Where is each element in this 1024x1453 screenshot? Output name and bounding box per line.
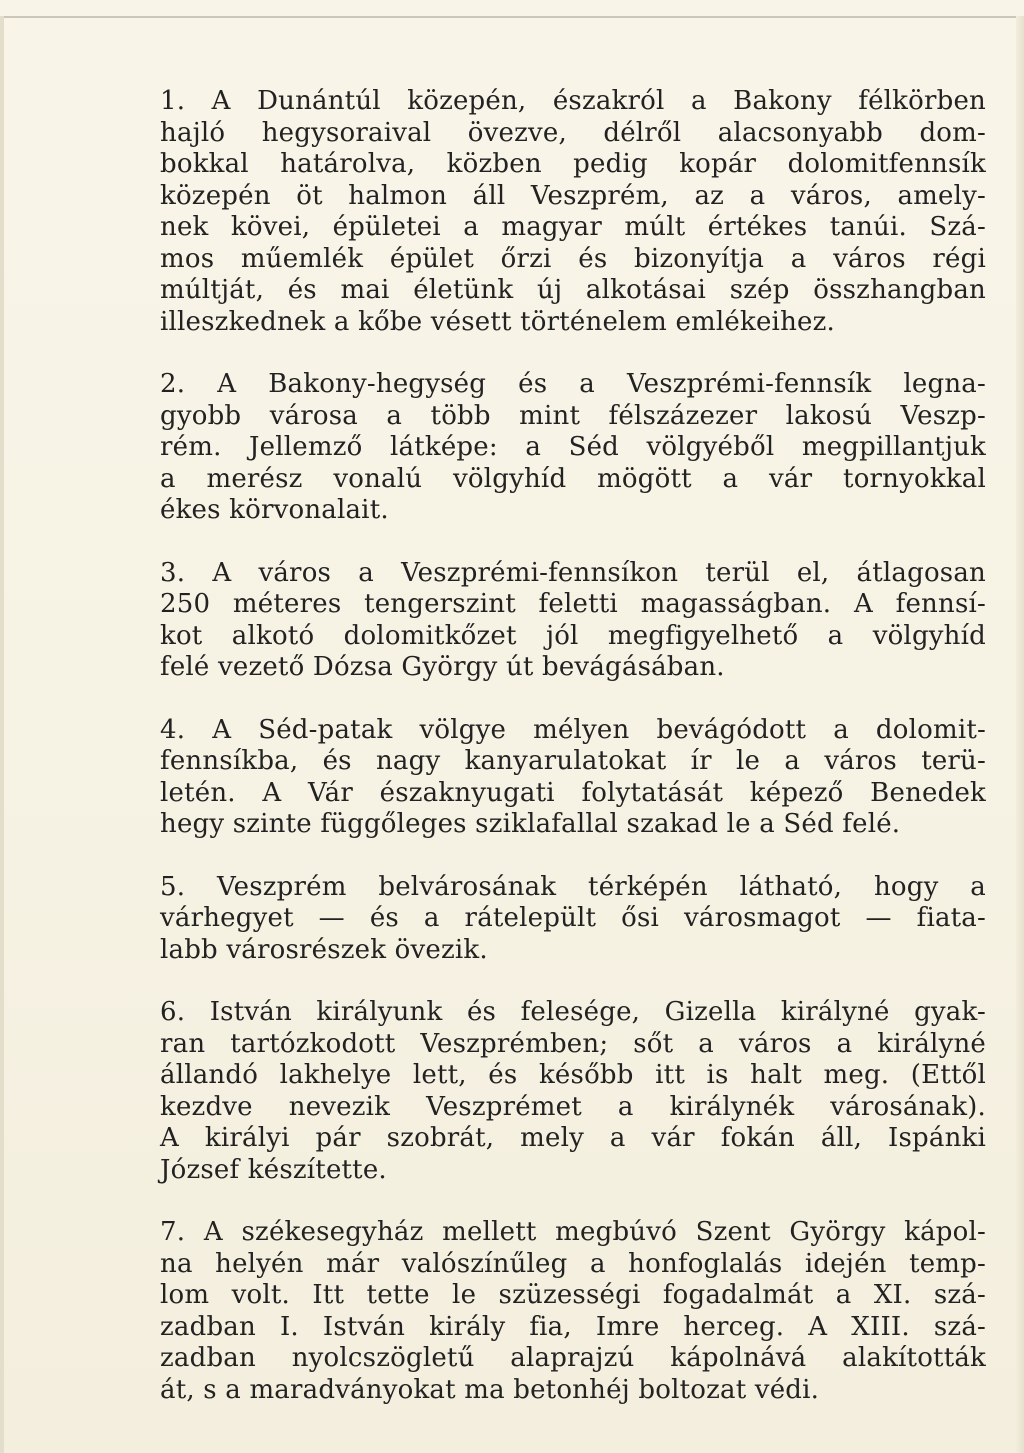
text-line: lom volt. Itt tette le szüzességi fogadalmát a XI. szá- [160,1280,986,1310]
text-line: rém. Jellemző látképe: a Séd völgyéből megpillantjuk [160,432,986,462]
text-line: közepén öt halmon áll Veszprém, az a város, amely- [160,180,986,211]
text-line: illeszkednek a kőbe vésett történelem emlékeihez. [160,306,835,337]
text-line: 4. A Séd-patak völgye mélyen bevágódott a dolomit- [160,714,986,745]
page-top-edge [0,16,1024,18]
text-line: 3. A város a Veszprémi-fennsíkon terül el, átlagosan [160,557,986,588]
text-line: 7. A székesegyház mellett megbúvó Szent György kápol- [160,1217,986,1247]
text-line: na helyén már valószínűleg a honfoglalás idején temp- [160,1248,986,1279]
page-right-edge [1016,16,1024,1453]
text-line: nek kövei, épületei a magyar múlt értékes tanúi. Szá- [160,212,986,242]
text-column [160,86,986,1437]
text-line: letén. A Vár északnyugati folytatását képező Benedek [160,777,986,808]
text-line: fennsíkba, és nagy kanyarulatokat ír le a város terü- [160,746,986,776]
page-left-edge [0,16,4,1453]
paragraph-7 [160,1217,986,1406]
text-line: ran tartózkodott Veszprémben; sőt a város a királyné [160,1028,986,1059]
paragraph-2 [160,369,986,527]
text-line: ékes körvonalait. [160,495,389,525]
text-line: József készítette. [160,1154,387,1185]
text-line: a merész vonalú völgyhíd mögött a vár tornyokkal [160,463,986,494]
text-line: 2. A Bakony-hegység és a Veszprémi-fennsík legna- [160,369,986,399]
text-line: várhegyet — és a rátelepült ősi városmagot — fiata- [160,903,986,933]
text-line: A királyi pár szobrát, mely a vár fokán áll, Ispánki [160,1123,986,1153]
text-line: gyobb városa a több mint félszázezer lakosú Veszp- [160,400,986,431]
text-line: bokkal határolva, közben pedig kopár dolomitfennsík [160,149,986,179]
text-line: kot alkotó dolomitkőzet jól megfigyelhető a völgyhíd [160,620,986,651]
text-line: 6. István királyunk és felesége, Gizella királyné gyak- [160,997,986,1027]
text-line: mos műemlék épület őrzi és bizonyítja a város régi [160,243,986,274]
paragraph-5 [160,872,986,967]
text-line: át, s a maradványokat ma betonhéj boltozat védi. [160,1374,820,1405]
paragraph-6 [160,997,986,1186]
text-line: 250 méteres tengerszint feletti magasságban. A fennsí- [160,589,986,619]
paragraph-1 [160,86,986,338]
text-line: hegy szinte függőleges sziklafallal szakad le a Séd felé. [160,809,901,839]
text-line: 5. Veszprém belvárosának térképén látható, hogy a [160,871,986,902]
text-line: 1. A Dunántúl közepén, északról a Bakony félkörben [160,86,986,116]
text-line: kezdve nevezik Veszprémet a királynék városának). [160,1091,986,1122]
text-line: állandó lakhelye lett, és később itt is halt meg. (Ettől [160,1060,986,1090]
text-line: zadban nyolcszögletű alaprajzú kápolnává alakították [160,1343,986,1373]
text-line: felé vezető Dózsa György út bevágásában. [160,652,725,682]
text-line: hajló hegysoraival övezve, délről alacsonyabb dom- [160,117,986,148]
text-line: zadban I. István király fia, Imre herceg. A XIII. szá- [160,1311,986,1342]
text-line: múltját, és mai életünk új alkotásai szép összhangban [160,275,986,305]
text-line: labb városrészek övezik. [160,934,488,965]
paragraph-3 [160,558,986,684]
paragraph-4 [160,715,986,841]
